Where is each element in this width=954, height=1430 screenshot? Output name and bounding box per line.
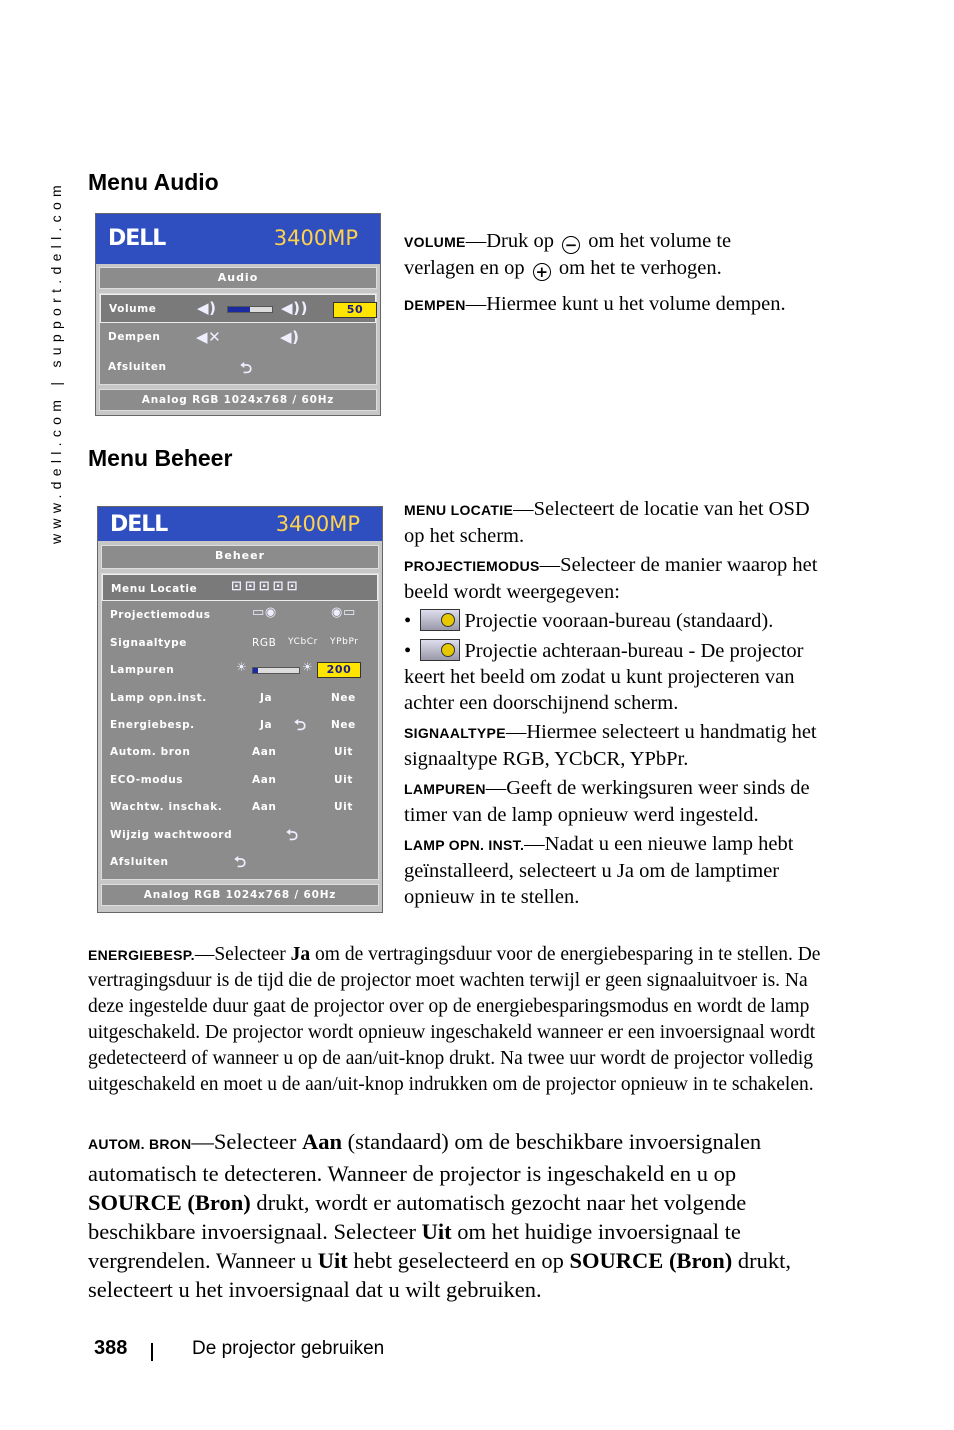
model-name: 3400MP (275, 512, 360, 536)
dell-logo: DELL (110, 512, 168, 537)
return-arrow-icon: ⮌ (294, 715, 307, 734)
osd-footer: Analog RGB 1024x768 / 60Hz (99, 389, 377, 411)
speaker-icon: ◀) (197, 299, 217, 317)
osd-position-icons: ⊡⊡⊡⊡⊡ (231, 579, 301, 594)
sun-dim-icon: ☀ (236, 660, 248, 675)
heading-menu-beheer: Menu Beheer (88, 445, 233, 471)
osd-row-label: Afsluiten (108, 361, 167, 373)
menu-locatie-paragraph: MENU LOCATIE—Selecteert de locatie van het OSD op het scherm. (404, 498, 810, 547)
osd-row-wachtwoord: Wachtw. inschak. Aan Uit (110, 801, 353, 814)
speaker-icon: ◀)) (281, 299, 309, 317)
dell-logo: DELL (108, 226, 166, 251)
speaker-icon: ◀) (280, 328, 300, 346)
osd-audio-screenshot (95, 213, 381, 416)
signaaltype-paragraph: SIGNAALTYPE—Hiermee selecteert u handmatig het signaaltype RGB, YCbCR, YPbPr. (404, 721, 817, 770)
lamp-bar (252, 667, 300, 674)
osd-row-afsluiten: Afsluiten ⮌ (102, 848, 378, 875)
volume-bar (227, 306, 273, 313)
volume-paragraph: VOLUME—Druk op − om het volume te verlagen en op + om het te verhogen. (404, 230, 732, 281)
sun-bright-icon: ☀ (302, 660, 314, 675)
osd-row-dempen (100, 323, 376, 353)
projectiemodus-paragraph: PROJECTIEMODUS—Selecteer de manier waarop het beeld wordt weergegeven: (404, 554, 818, 603)
osd-row-signaaltype: Signaaltype RGB YCbCr YPbPr (110, 636, 359, 649)
osd-row-projectiemodus: Projectiemodus ▭◉ ◉▭ (110, 605, 356, 622)
front-projection-icon (420, 609, 460, 631)
model-name: 3400MP (273, 226, 358, 250)
volume-fill (228, 307, 250, 312)
osd-beheer-screenshot (97, 506, 383, 913)
lamp-hours-value: 200 (317, 662, 361, 678)
front-projection-icon: ▭◉ (252, 605, 277, 621)
osd-row-afsluiten (100, 353, 376, 383)
osd-row-label: Volume (109, 303, 157, 315)
page-number: 388 (94, 1337, 128, 1359)
lamp-reset-paragraph: LAMP OPN. INST.—Nadat u een nieuwe lamp hebt geïnstalleerd, selecteert u Ja om de lamptimer opnieuw in te stellen. (404, 833, 794, 908)
bullet-front: • Projectie vooraan-bureau (standaard). (404, 610, 774, 632)
osd-row-volume (100, 294, 376, 323)
energiebesp-paragraph: ENERGIEBESP.—Selecteer Ja om de vertragingsduur voor de energiebesparing in te stellen. De vertragingsduur is de tijd die de projector moet wachten terwijl er geen signaaluitvoer is. Na deze ingestelde duur gaat de projector over op de energiebesparingsmodus en wordt de lamp uitgeschakeld. De projector wordt opnieuw ingeschakeld wanneer er een invoersignaal wordt gedetecteerd of wanneer u op de aan/uit-knop drukt. Na twee uur wordt de projector volledig uitgeschakeld en moet u de aan/uit-knop indrukken om de projector opnieuw in te schakelen. (88, 944, 821, 1095)
chapter-title: De projector gebruiken (192, 1338, 385, 1359)
osd-row-lamp-reset: Lamp opn.inst. Ja Nee (110, 691, 356, 704)
return-arrow-icon: ⮌ (234, 852, 247, 871)
autom-bron-paragraph: AUTOM. BRON—Selecteer Aan (standaard) om de beschikbare invoersignalen automatisch te detecteren. Wanneer de projector is ingeschakeld en u op SOURCE (Bron) drukt, wordt er automatisch gezocht naar het volgende beschikbare invoersignaal. Selecteer Uit om het huidige invoersignaal te vergrendelen. Wanneer u Uit hebt geselecteerd en op SOURCE (Bron) drukt, selecteert u het invoersignaal dat u wilt gebruiken. (88, 1129, 792, 1302)
beheer-descriptions (404, 496, 824, 910)
osd-row-label: Dempen (108, 331, 161, 343)
osd-row-eco-modus: ECO-modus Aan Uit (110, 773, 353, 786)
osd-row-autom-bron: Autom. bron Aan Uit (110, 746, 353, 759)
speaker-mute-icon: ◀✕ (196, 328, 222, 346)
osd-header (96, 214, 380, 264)
osd-header (98, 507, 382, 541)
rear-projection-icon: ◉▭ (331, 605, 356, 621)
osd-audio-menu (99, 293, 377, 385)
lamp-fill (253, 668, 258, 673)
term-volume: VOLUME (404, 234, 466, 250)
osd-row-energiebesp: Energiebesp. Ja ⮌ Nee (102, 711, 378, 738)
volume-value: 50 (333, 302, 377, 318)
plus-button-icon: + (533, 263, 551, 281)
rear-projection-icon (420, 639, 460, 661)
return-arrow-icon: ⮌ (240, 359, 253, 377)
bullet-rear: • Projectie achteraan-bureau - De projector keert het beeld om zodat u kunt projecteren van achter een doorschijnend scherm. (404, 640, 804, 714)
mute-paragraph: DEMPEN—Hiermee kunt u het volume dempen. (404, 293, 786, 315)
osd-row-menu-locatie: Menu Locatie ⊡⊡⊡⊡⊡ (102, 574, 378, 601)
minus-button-icon: − (562, 236, 580, 254)
side-url: www.dell.com | support.dell.com (48, 179, 64, 544)
osd-title: Beheer (101, 545, 379, 569)
footer-divider (151, 1343, 153, 1361)
osd-beheer-menu (101, 573, 379, 880)
heading-menu-audio: Menu Audio (88, 169, 219, 195)
term-dempen: DEMPEN (404, 297, 466, 313)
lampuren-paragraph: LAMPUREN—Geeft de werkingsuren weer sinds de timer van de lamp opnieuw werd ingesteld. (404, 777, 810, 826)
osd-footer: Analog RGB 1024x768 / 60Hz (101, 884, 379, 906)
osd-title: Audio (99, 267, 377, 289)
osd-row-lampuren: Lampuren ☀ ☀ 200 (102, 656, 378, 683)
return-arrow-icon: ⮌ (286, 825, 299, 844)
osd-row-wijzig-wachtwoord: Wijzig wachtwoord ⮌ (102, 821, 378, 848)
